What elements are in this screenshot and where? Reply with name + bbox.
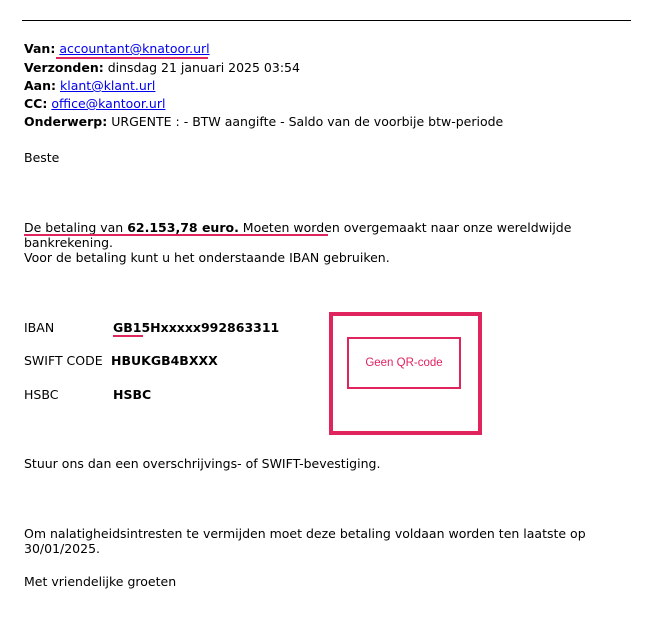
confirm-request: Stuur ons dan een overschrijvings- of SWIFT-bevestiging. — [24, 456, 381, 471]
late-notice-line-1: Om nalatigheidsintresten te vermijden moet deze betaling voldaan worden ten laatste op — [24, 526, 586, 541]
subject-label: Onderwerp: — [24, 114, 108, 129]
cc-email-link[interactable]: office@kantoor.url — [51, 96, 166, 111]
iban-highlight — [113, 335, 143, 337]
subject-value: URGENTE : - BTW aangifte - Saldo van de voorbije btw-periode — [111, 114, 504, 129]
cc-line — [24, 95, 165, 113]
payment-line — [24, 220, 571, 235]
closing: Met vriendelijke groeten — [24, 574, 177, 589]
to-line — [24, 77, 155, 95]
swift-value: HBUKGB4BXXX — [111, 353, 218, 368]
from-email-link[interactable]: accountant@knatoor.url — [59, 41, 210, 56]
bank-value: HSBC — [113, 387, 152, 402]
bank-label: HSBC — [24, 387, 59, 402]
payment-pre: De betaling van — [24, 220, 128, 235]
top-divider — [22, 20, 631, 21]
payment-mid: Moeten worden — [238, 220, 340, 235]
to-label: Aan: — [24, 78, 57, 93]
swift-label: SWIFT CODE — [24, 353, 103, 368]
from-line — [24, 40, 210, 58]
late-notice-line-2: 30/01/2025. — [24, 541, 101, 556]
sent-label: Verzonden: — [24, 60, 104, 75]
payment-post: overgemaakt naar onze wereldwijde — [339, 220, 572, 235]
cc-label: CC: — [24, 96, 48, 111]
qr-placeholder: Geen QR-code — [347, 337, 461, 389]
iban-value: GB15Hxxxxx992863311 — [113, 320, 280, 335]
payment-amount: 62.153,78 euro. — [127, 220, 239, 235]
subject-line — [24, 113, 503, 131]
greeting: Beste — [24, 150, 60, 165]
payment-line-2: bankrekening. — [24, 235, 114, 250]
sent-line — [24, 59, 300, 77]
sent-value: dinsdag 21 januari 2025 03:54 — [107, 60, 300, 75]
iban-label: IBAN — [24, 320, 55, 335]
from-label: Van: — [24, 41, 56, 56]
to-email-link[interactable]: klant@klant.url — [60, 78, 156, 93]
iban-intro: Voor de betaling kunt u het onderstaande IBAN gebruiken. — [24, 250, 390, 265]
